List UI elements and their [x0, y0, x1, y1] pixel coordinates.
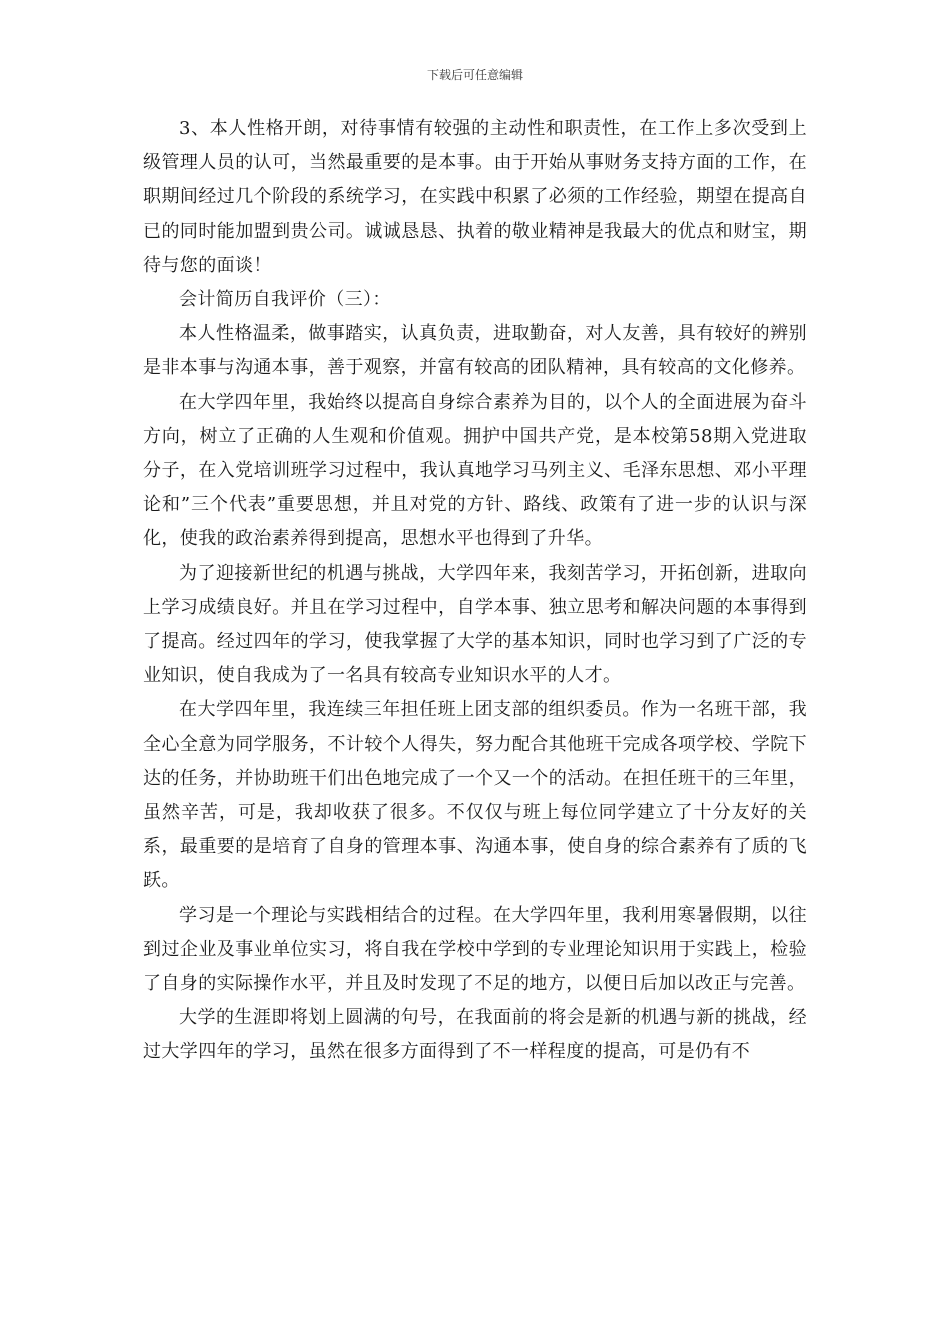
paragraph-7: 大学的生涯即将划上圆满的句号，在我面前的将会是新的机遇与新的挑战，经过大学四年的学习，虽然在很多方面得到了不一样程度的提高，可是仍有不	[143, 1007, 807, 1063]
section-heading: 会计简历自我评价（三）：	[179, 289, 391, 311]
paragraph-5: 在大学四年里，我连续三年担任班上团支部的组织委员。作为一名班干部，我全心全意为同学服务，不计较个人得失，努力配合其他班干完成各项学校、学院下达的任务，并协助班干们出色地完成了一个又一个的活动。在担任班干的三年里，虽然辛苦，可是，我却收获了很多。不仅仅与班上每位同学建立了十分友好的关系，最重要的是培育了自身的管理本事、沟通本事，使自身的综合素养有了质的飞跃。	[143, 699, 807, 892]
document-body	[143, 112, 807, 1070]
paragraph-2: 本人性格温柔，做事踏实，认真负责，进取勤奋，对人友善，具有较好的辨别是非本事与沟通本事，善于观察，并富有较高的团队精神，具有较高的文化修养。	[143, 323, 807, 379]
paragraph-6: 学习是一个理论与实践相结合的过程。在大学四年里，我利用寒暑假期，以往到过企业及事业单位实习，将自我在学校中学到的专业理论知识用于实践上，检验了自身的实际操作水平，并且及时发现了不足的地方，以便日后加以改正与完善。	[143, 904, 807, 995]
paragraph-3: 在大学四年里，我始终以提高自身综合素养为目的，以个人的全面进展为奋斗方向，树立了正确的人生观和价值观。拥护中国共产党，是本校第58期入党进取分子，在入党培训班学习过程中，我认真地学习马列主义、毛泽东思想、邓小平理论和”三个代表”重要思想，并且对党的方针、路线、政策有了进一步的认识与深化，使我的政治素养得到提高，思想水平也得到了升华。	[143, 391, 807, 550]
paragraph-1: 3、本人性格开朗，对待事情有较强的主动性和职责性，在工作上多次受到上级管理人员的认可，当然最重要的是本事。由于开始从事财务支持方面的工作，在职期间经过几个阶段的系统学习，在实践中积累了必须的工作经验，期望在提高自已的同时能加盟到贵公司。诚诚恳恳、执着的敬业精神是我最大的优点和财宝，期待与您的面谈！	[143, 118, 807, 276]
page-header: 下载后可任意编辑	[426, 68, 523, 82]
paragraph-4: 为了迎接新世纪的机遇与挑战，大学四年来，我刻苦学习，开拓创新，进取向上学习成绩良好。并且在学习过程中，自学本事、独立思考和解决问题的本事得到了提高。经过四年的学习，使我掌握了大学的基本知识，同时也学习到了广泛的专业知识，使自我成为了一名具有较高专业知识水平的人才。	[143, 562, 807, 687]
